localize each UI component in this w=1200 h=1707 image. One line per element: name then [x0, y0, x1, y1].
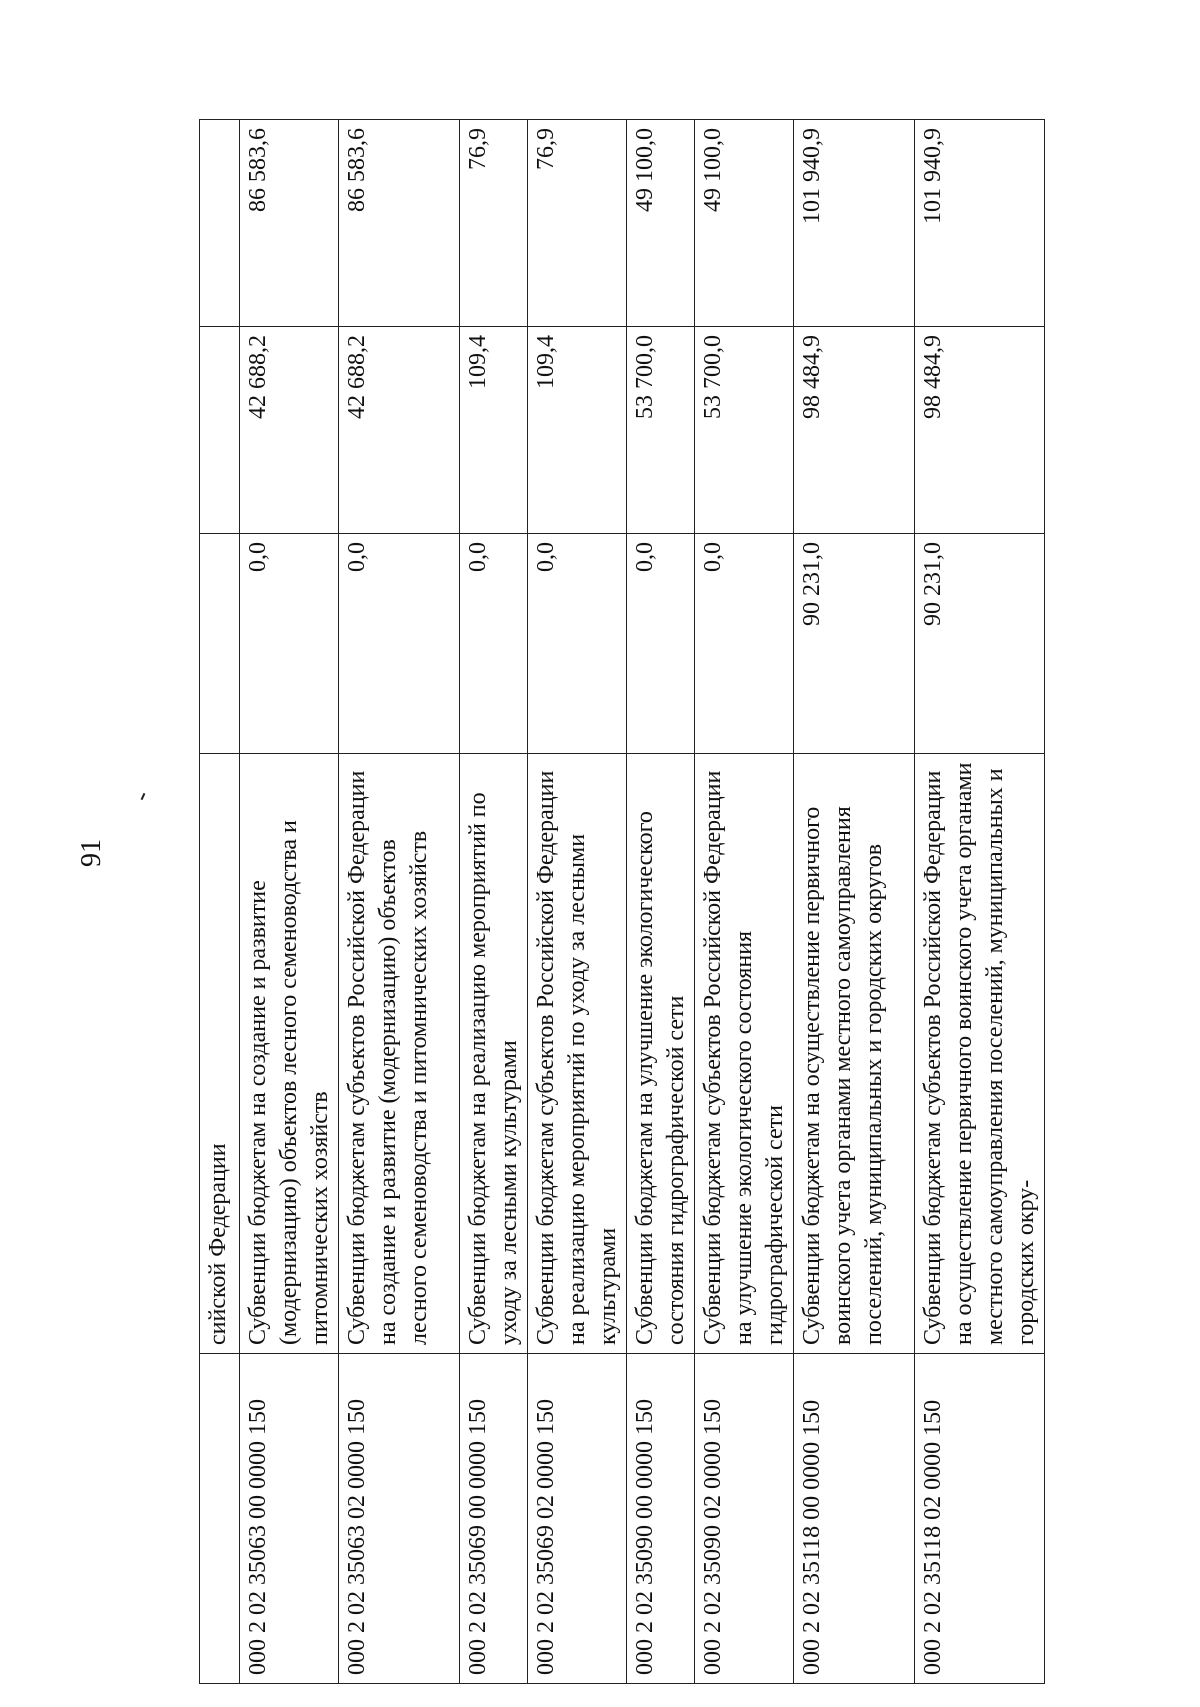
value-cell-3: 101 940,9: [915, 120, 1045, 327]
code-cell: 000 2 02 35118 00 0000 150: [794, 1354, 915, 1684]
code-cell: 000 2 02 35069 02 0000 150: [528, 1354, 627, 1684]
name-cell: Субвенции бюджетам на реализацию мероприятий по уходу за лесными культурами: [460, 754, 528, 1354]
name-cell: Субвенции бюджетам на создание и развитие (модернизацию) объектов лесного семеноводства и питомнических хозяйств: [240, 754, 339, 1354]
table-row: [794, 120, 915, 1684]
code-cell: 000 2 02 35069 00 0000 150: [460, 1354, 528, 1684]
table-row-continuation: [200, 120, 240, 1684]
value-cell-2: 109,4: [528, 327, 627, 534]
value-cell-3: 49 100,0: [627, 120, 695, 327]
name-cell: Субвенции бюджетам субъектов Российской Федерации на осуществление первичного воинского учета органами местного самоуправления поселений, муниципальных и городских окру-: [915, 754, 1045, 1354]
value-cell-3: 86 583,6: [240, 120, 339, 327]
value-cell-1: 0,0: [528, 534, 627, 754]
table-row: [528, 120, 627, 1684]
name-cell: сийской Федерации: [200, 754, 240, 1354]
name-cell: Субвенции бюджетам субъектов Российской Федерации на улучшение экологического состояния гидрографической сети: [695, 754, 794, 1354]
table-row: [915, 120, 1045, 1684]
value-cell-2: 53 700,0: [627, 327, 695, 534]
value-cell-1: 90 231,0: [794, 534, 915, 754]
value-cell-2: 53 700,0: [695, 327, 794, 534]
table-row: [339, 120, 460, 1684]
budget-table-rotated: [199, 120, 1039, 1684]
table-row: [460, 120, 528, 1684]
value-cell-1: 0,0: [627, 534, 695, 754]
value-cell-2: 109,4: [460, 327, 528, 534]
value-cell: [200, 327, 240, 534]
name-cell: Субвенции бюджетам на улучшение экологического состояния гидрографической сети: [627, 754, 695, 1354]
code-cell: 000 2 02 35063 00 0000 150: [240, 1354, 339, 1684]
value-cell-1: 0,0: [339, 534, 460, 754]
name-cell: Субвенции бюджетам субъектов Российской Федерации на реализацию мероприятий по уходу за лесными культурами: [528, 754, 627, 1354]
code-cell: 000 2 02 35063 02 0000 150: [339, 1354, 460, 1684]
code-cell: 000 2 02 35118 02 0000 150: [915, 1354, 1045, 1684]
value-cell-2: 42 688,2: [339, 327, 460, 534]
value-cell: [200, 534, 240, 754]
name-cell: Субвенции бюджетам на осуществление первичного воинского учета органами местного самоуправления поселений, муниципальных и городских округов: [794, 754, 915, 1354]
value-cell-3: 49 100,0: [695, 120, 794, 327]
value-cell-1: 90 231,0: [915, 534, 1045, 754]
table-row: [627, 120, 695, 1684]
scan-speck: [141, 793, 146, 800]
code-cell: 000 2 02 35090 00 0000 150: [627, 1354, 695, 1684]
table-row: [695, 120, 794, 1684]
value-cell-1: 0,0: [460, 534, 528, 754]
value-cell-2: 98 484,9: [915, 327, 1045, 534]
name-cell: Субвенции бюджетам субъектов Российской Федерации на создание и развитие (модернизацию) объектов лесного семеноводства и питомнических хозяйств: [339, 754, 460, 1354]
code-cell: [200, 1354, 240, 1684]
table-row: [240, 120, 339, 1684]
value-cell-1: 0,0: [240, 534, 339, 754]
value-cell-2: 98 484,9: [794, 327, 915, 534]
value-cell-3: 86 583,6: [339, 120, 460, 327]
budget-table: [199, 119, 1045, 1684]
value-cell-3: 76,9: [460, 120, 528, 327]
value-cell-2: 42 688,2: [240, 327, 339, 534]
value-cell-1: 0,0: [695, 534, 794, 754]
page-number: 91: [76, 839, 107, 867]
code-cell: 000 2 02 35090 02 0000 150: [695, 1354, 794, 1684]
value-cell: [200, 120, 240, 327]
value-cell-3: 76,9: [528, 120, 627, 327]
value-cell-3: 101 940,9: [794, 120, 915, 327]
